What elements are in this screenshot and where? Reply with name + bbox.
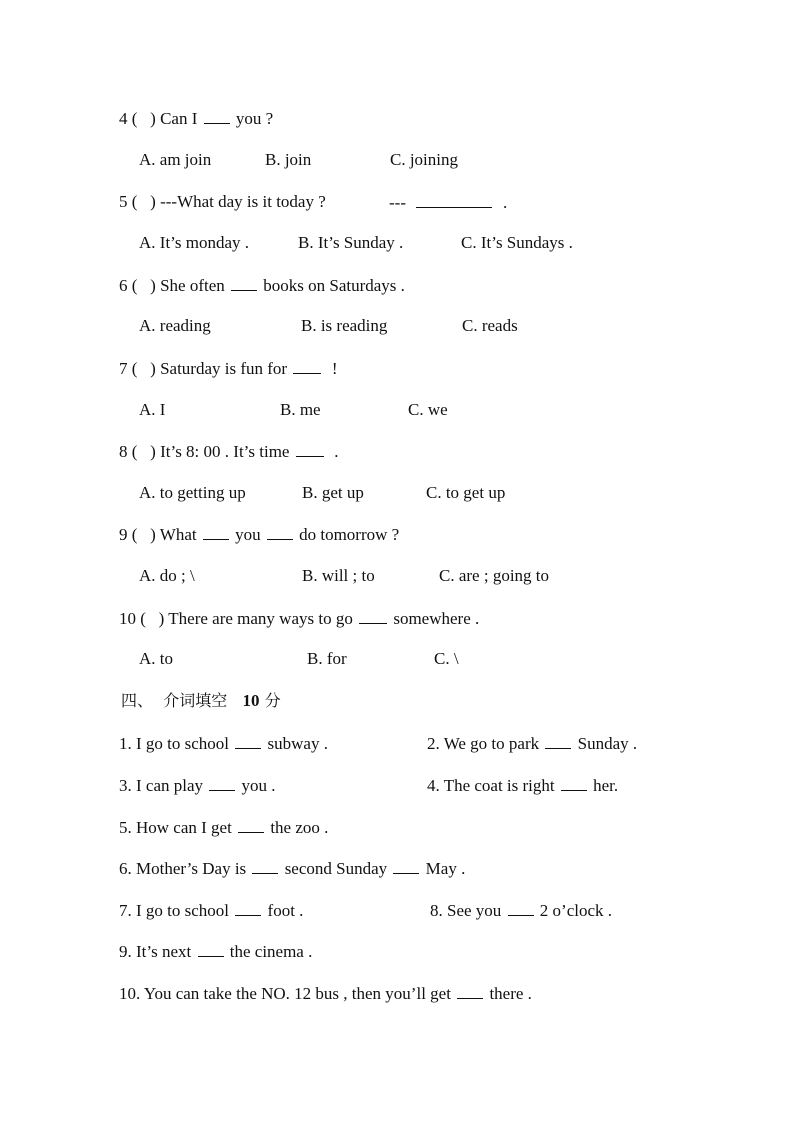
question-number: 8 [119,442,128,461]
answer-blank[interactable] [203,524,229,540]
fill-item-8 [430,900,612,920]
answer-blank[interactable] [561,775,587,791]
answer-blank[interactable] [231,275,257,291]
fill-text: 8. See you [430,901,502,920]
section-heading [121,691,281,711]
answer-blank[interactable] [508,900,534,916]
section-number: 四、 [121,691,154,710]
answer-blank[interactable] [416,192,492,208]
fill-item-7 [119,900,303,920]
question-stem-end: ! [331,359,338,378]
fill-item-1 [119,733,328,753]
question-stem-end: . [334,442,339,461]
question-stem-end: . [502,193,508,212]
fill-text: 6. Mother’s Day is [119,859,247,878]
fill-item-5 [119,817,328,837]
option-b: B. will ; to [302,566,375,585]
fill-text: 2. We go to park [427,734,540,753]
question-6: 6 ( ) She often books on Saturdays . [119,276,405,295]
question-number: 9 [119,525,128,544]
question-9: 9 ( ) What you do tomorrow ? [119,525,400,544]
question-stem-mid: you [235,525,261,544]
fill-item-3 [119,775,276,795]
answer-blank[interactable] [204,108,230,124]
question-stem-end: do tomorrow ? [299,525,400,544]
question-number: 6 [119,276,128,295]
question-10: 10 ( ) There are many ways to go somewhere . [119,609,480,628]
answer-blank[interactable] [238,817,264,833]
fill-text: you . [241,776,276,795]
fill-text: 2 o’clock . [539,901,613,920]
question-8: 8 ( ) It’s 8: 00 . It’s time . [119,442,339,461]
fill-text: 10. You can take the NO. 12 bus , then you’ll get [119,984,451,1003]
fill-text: 1. I go to school [119,734,230,753]
question-stem: ) There are many ways to go [158,609,353,628]
fill-text: 9. It’s next [119,942,192,961]
answer-blank[interactable] [267,524,293,540]
answer-blank[interactable] [235,900,261,916]
question-stem-end: somewhere . [393,609,480,628]
option-c: C. to get up [426,483,506,502]
answer-blank[interactable] [545,733,571,749]
fill-text: the cinema . [229,942,313,961]
answer-blank[interactable] [359,608,387,624]
option-c: C. joining [390,150,459,169]
question-stem: ) What [150,525,197,544]
question-stem: ) ---What day is it today ? [150,192,326,211]
option-a: A. to [139,649,173,668]
option-b: B. me [280,400,321,419]
question-stem: ) Can I [150,109,198,128]
option-c: C. we [408,400,448,419]
option-b: B. is reading [301,316,388,335]
option-a: A. reading [139,316,211,335]
option-a: A. do ; \ [139,566,195,585]
option-b: B. It’s Sunday . [298,233,404,252]
fill-text: the zoo . [270,818,329,837]
question-number: 4 [119,109,128,128]
answer-blank[interactable] [209,775,235,791]
answer-blank[interactable] [393,858,419,874]
fill-text: her. [593,776,619,795]
question-stem: ) It’s 8: 00 . It’s time [150,442,290,461]
question-7: 7 ( ) Saturday is fun for ! [119,359,338,378]
option-a: A. am join [139,150,212,169]
question-stem: ) Saturday is fun for [150,359,288,378]
fill-text: foot . [267,901,304,920]
answer-blank[interactable] [198,941,224,957]
question-4: 4 ( ) Can I you ? [119,109,274,128]
question-stem: ) She often [150,276,225,295]
fill-item-10 [119,983,532,1003]
answer-blank[interactable] [296,441,324,457]
section-score-unit: 分 [264,691,281,710]
option-c: C. \ [434,649,459,668]
fill-text: there . [489,984,532,1003]
dash-prefix: --- [389,193,406,212]
option-a: A. I [139,400,166,419]
fill-text: subway . [267,734,328,753]
option-a: A. It’s monday . [139,233,250,252]
option-a: A. to getting up [139,483,246,502]
section-score: 10 [242,691,260,710]
option-b: B. join [265,150,312,169]
fill-item-9 [119,941,312,961]
fill-text: 5. How can I get [119,818,232,837]
answer-blank[interactable] [293,358,321,374]
option-c: C. reads [462,316,518,335]
question-5: 5 ( ) ---What day is it today ? [119,192,326,211]
question-5-answer [389,192,507,212]
section-title: 介词填空 [163,691,228,710]
fill-text: 3. I can play [119,776,204,795]
option-c: C. are ; going to [439,566,550,585]
answer-blank[interactable] [252,858,278,874]
fill-text: Sunday . [577,734,638,753]
option-b: B. for [307,649,347,668]
question-number: 7 [119,359,128,378]
question-number: 5 [119,192,128,211]
fill-item-4 [427,775,618,795]
answer-blank[interactable] [457,983,483,999]
fill-item-2 [427,733,637,753]
answer-blank[interactable] [235,733,261,749]
fill-text: second Sunday [284,859,388,878]
fill-text: 4. The coat is right [427,776,555,795]
question-stem-end: books on Saturdays . [263,276,405,295]
fill-text: 7. I go to school [119,901,230,920]
question-number: 10 [119,609,136,628]
fill-text: May . [425,859,466,878]
option-b: B. get up [302,483,364,502]
question-stem-end: you ? [235,109,274,128]
fill-item-6 [119,858,465,878]
option-c: C. It’s Sundays . [461,233,573,252]
